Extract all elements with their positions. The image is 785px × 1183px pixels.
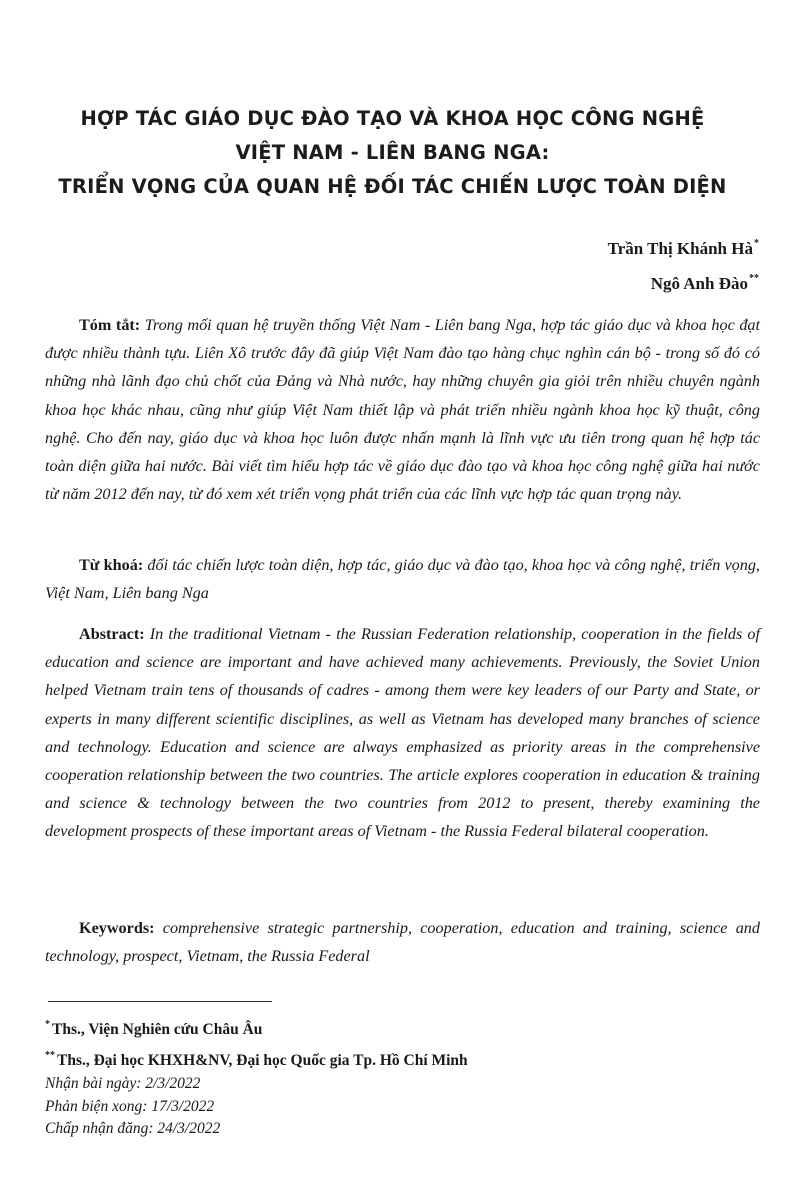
footnote-1	[45, 1012, 468, 1043]
date-received: Nhận bài ngày: 2/3/2022	[45, 1075, 201, 1092]
footnote-2-text: Ths., Đại học KHXH&NV, Đại học Quốc gia Tp. Hồ Chí Minh	[57, 1052, 468, 1069]
title-line-1: HỢP TÁC GIÁO DỤC ĐÀO TẠO VÀ KHOA HỌC CÔNG NGHỆ	[80, 107, 705, 130]
date-reviewed: Phản biện xong: 17/3/2022	[45, 1097, 215, 1115]
footnote-2	[45, 1043, 468, 1074]
keywords-vietnamese	[45, 551, 760, 607]
author-2-name: Ngô Anh Đào	[650, 274, 748, 293]
keywords-en-text: comprehensive strategic partnership, cooperation, education and training, science and technology, prospect, Vietnam, the Russia Federal	[45, 919, 760, 966]
abstract-en-text: In the traditional Vietnam - the Russian Federation relationship, cooperation in the fields of education and science are important and have achieved many achievements. Previously, the Soviet Union helped Vietnam train tens of thousands of cadres - among them were key leaders of our Party and State, or experts in many different scientific disciplines, as well as Vietnam has developed many branches of science and technology. Education and science are always emphasized as priority areas in the comprehensive cooperation relationship between the two countries. The article explores cooperation in education & training and science & technology between the two countries from 2012 to present, thereby examining the development prospects of these important areas of Vietnam - the Russia Federal bilateral cooperation.	[45, 625, 761, 841]
author-1-mark: *	[754, 238, 759, 249]
submission-dates	[45, 1073, 220, 1141]
abstract-english	[45, 620, 760, 846]
footnotes	[45, 1012, 468, 1074]
keywords-en-label: Keywords:	[79, 919, 155, 937]
title-line-3: TRIỂN VỌNG CỦA QUAN HỆ ĐỐI TÁC CHIẾN LƯỢC TOÀN DIỆN	[58, 175, 727, 198]
footnote-1-mark: *	[45, 1019, 50, 1030]
abstract-vi-text: Trong mối quan hệ truyền thống Việt Nam - Liên bang Nga, hợp tác giáo dục và khoa học đạt được nhiều thành tựu. Liên Xô trước đây đã giúp Việt Nam đào tạo hàng chục nghìn cán bộ - trong số đó có những nhà lãnh đạo chủ chốt của Đảng và Nhà nước, hay những chuyên gia giỏi trên nhiều chuyên ngành khoa học khác nhau, cũng như giúp Việt Nam thiết lập và phát triển nhiều ngành khoa học kỹ thuật, công nghệ. Cho đến nay, giáo dục và khoa học luôn được nhấn mạnh là lĩnh vực ưu tiên trong quan hệ hợp tác toàn diện giữa hai nước. Bài viết tìm hiểu hợp tác về giáo dục đào tạo và khoa học công nghệ giữa hai nước từ năm 2012 đến nay, từ đó xem xét triển vọng phát triển của các lĩnh vực hợp tác quan trọng này.	[45, 316, 761, 504]
date-accepted: Chấp nhận đăng: 24/3/2022	[45, 1120, 221, 1137]
author-2-mark: **	[749, 273, 759, 284]
author-1-name: Trần Thị Khánh Hà	[607, 239, 753, 258]
author-list	[608, 229, 759, 299]
author-2	[608, 264, 759, 299]
footnote-divider	[48, 1001, 272, 1002]
abstract-vietnamese	[45, 311, 760, 508]
keywords-vi-text: đối tác chiến lược toàn diện, hợp tác, giáo dục và đào tạo, khoa học và công nghệ, triển vọng, Việt Nam, Liên bang Nga	[45, 556, 760, 603]
footnote-1-text: Ths., Viện Nghiên cứu Châu Âu	[52, 1021, 263, 1038]
footnote-2-mark: **	[45, 1050, 55, 1061]
author-1	[608, 229, 759, 264]
keywords-vi-label: Từ khoá:	[79, 556, 144, 574]
title-line-2: VIỆT NAM - LIÊN BANG NGA:	[235, 141, 550, 164]
abstract-en-label: Abstract:	[79, 625, 145, 643]
abstract-vi-label: Tóm tắt:	[79, 316, 141, 334]
paper-title	[40, 102, 745, 204]
keywords-english	[45, 914, 760, 970]
